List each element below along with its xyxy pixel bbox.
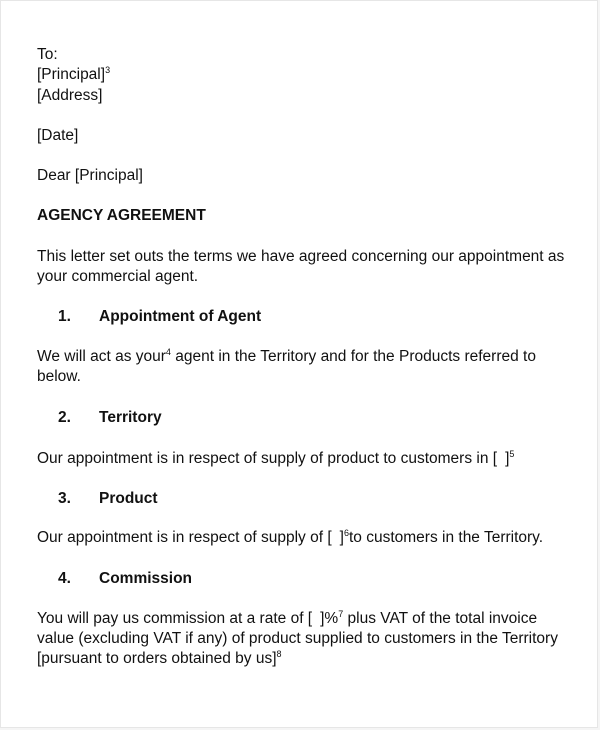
text-run: Our appointment is in respect of supply of [ bbox=[37, 529, 332, 546]
section-2-line-1 bbox=[37, 449, 514, 469]
footnote-ref: 5 bbox=[509, 449, 515, 459]
section-heading: Territory bbox=[99, 409, 162, 426]
footnote-ref: 8 bbox=[276, 649, 282, 659]
intro-line-1: This letter set outs the terms we have agreed concerning our appointment as bbox=[37, 248, 565, 265]
text-run: to customers in the Territory. bbox=[348, 529, 544, 546]
footnote-ref: 6 bbox=[343, 528, 349, 538]
section-4-line-3 bbox=[37, 649, 282, 669]
text-run: We will act as your bbox=[37, 348, 166, 365]
section-1-line-1 bbox=[37, 347, 536, 367]
text-run: [pursuant to orders obtained by us] bbox=[37, 650, 277, 667]
section-heading: Commission bbox=[99, 570, 193, 587]
principal-text: [Principal] bbox=[37, 66, 106, 83]
section-heading: Product bbox=[99, 490, 158, 507]
section-heading: Appointment of Agent bbox=[99, 308, 262, 325]
text-run: You will pay us commission at a rate of [ bbox=[37, 610, 313, 627]
section-4-line-1 bbox=[37, 609, 537, 629]
section-number: 3. bbox=[58, 490, 71, 507]
section-1-line-2: below. bbox=[37, 368, 81, 385]
salutation: Dear [Principal] bbox=[37, 167, 143, 184]
document-title: AGENCY AGREEMENT bbox=[37, 207, 206, 224]
footnote-ref: 4 bbox=[165, 347, 171, 357]
principal-line bbox=[37, 65, 110, 85]
text-run: ] bbox=[505, 450, 510, 467]
section-4-line-2: value (excluding VAT if any) of product supplied to customers in the Territory bbox=[37, 630, 558, 647]
text-run: ] bbox=[339, 529, 344, 546]
to-label: To: bbox=[37, 46, 58, 63]
footnote-ref: 7 bbox=[338, 609, 344, 619]
section-number: 2. bbox=[58, 409, 71, 426]
text-run: agent in the Territory and for the Products referred to bbox=[170, 348, 536, 365]
section-number: 1. bbox=[58, 308, 71, 325]
section-number: 4. bbox=[58, 570, 71, 587]
text-run: Our appointment is in respect of supply of product to customers in [ bbox=[37, 450, 498, 467]
intro-line-2: your commercial agent. bbox=[37, 268, 199, 285]
footnote-ref: 3 bbox=[105, 65, 111, 75]
address-line: [Address] bbox=[37, 87, 103, 104]
text-run: plus VAT of the total invoice bbox=[343, 610, 538, 627]
section-3-line-1 bbox=[37, 528, 543, 548]
date-line: [Date] bbox=[37, 127, 79, 144]
text-run: ]% bbox=[320, 610, 339, 627]
